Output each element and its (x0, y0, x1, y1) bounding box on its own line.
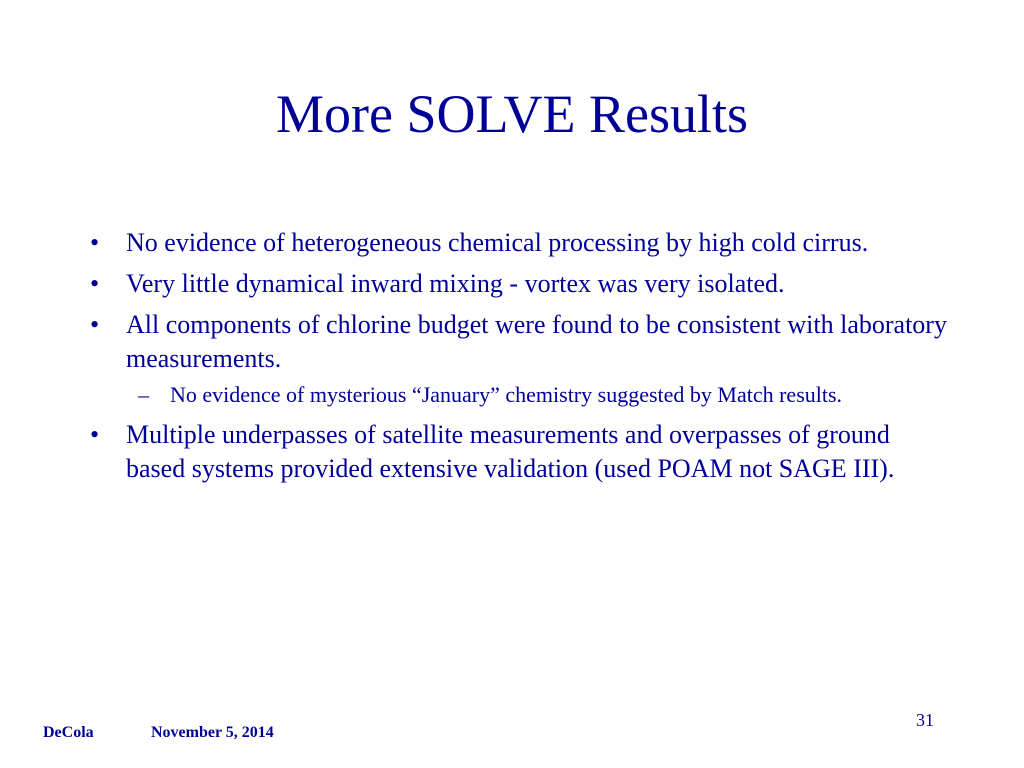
footer-date: November 5, 2014 (151, 724, 274, 741)
subbullet-marker: – (138, 382, 149, 407)
slide-title: More SOLVE Results (275, 84, 749, 144)
bullet-marker: • (90, 228, 100, 257)
slide-footer (43, 723, 274, 743)
bullet-item (90, 308, 950, 376)
bullet-text: Multiple underpasses of satellite measurements and overpasses of ground based systems provided extensive validation (used POAM not SAGE III). (126, 420, 895, 483)
bullet-item (90, 267, 950, 301)
bullet-marker: • (90, 420, 100, 449)
bullet-text: Very little dynamical inward mixing - vortex was very isolated. (126, 269, 785, 298)
bullet-marker: • (90, 269, 100, 298)
page-number: 31 (916, 710, 934, 730)
bullet-text: All components of chlorine budget were found to be consistent with laboratory measurements. (126, 310, 947, 373)
bullet-marker: • (90, 310, 100, 339)
subbullet-text: No evidence of mysterious “January” chemistry suggested by Match results. (170, 382, 843, 407)
bullet-text: No evidence of heterogeneous chemical processing by high cold cirrus. (126, 228, 869, 257)
footer-author: DeCola (43, 724, 94, 741)
subbullet-item (90, 380, 950, 409)
bullet-list (90, 226, 950, 493)
bullet-item (90, 418, 950, 486)
bullet-item (90, 226, 950, 260)
